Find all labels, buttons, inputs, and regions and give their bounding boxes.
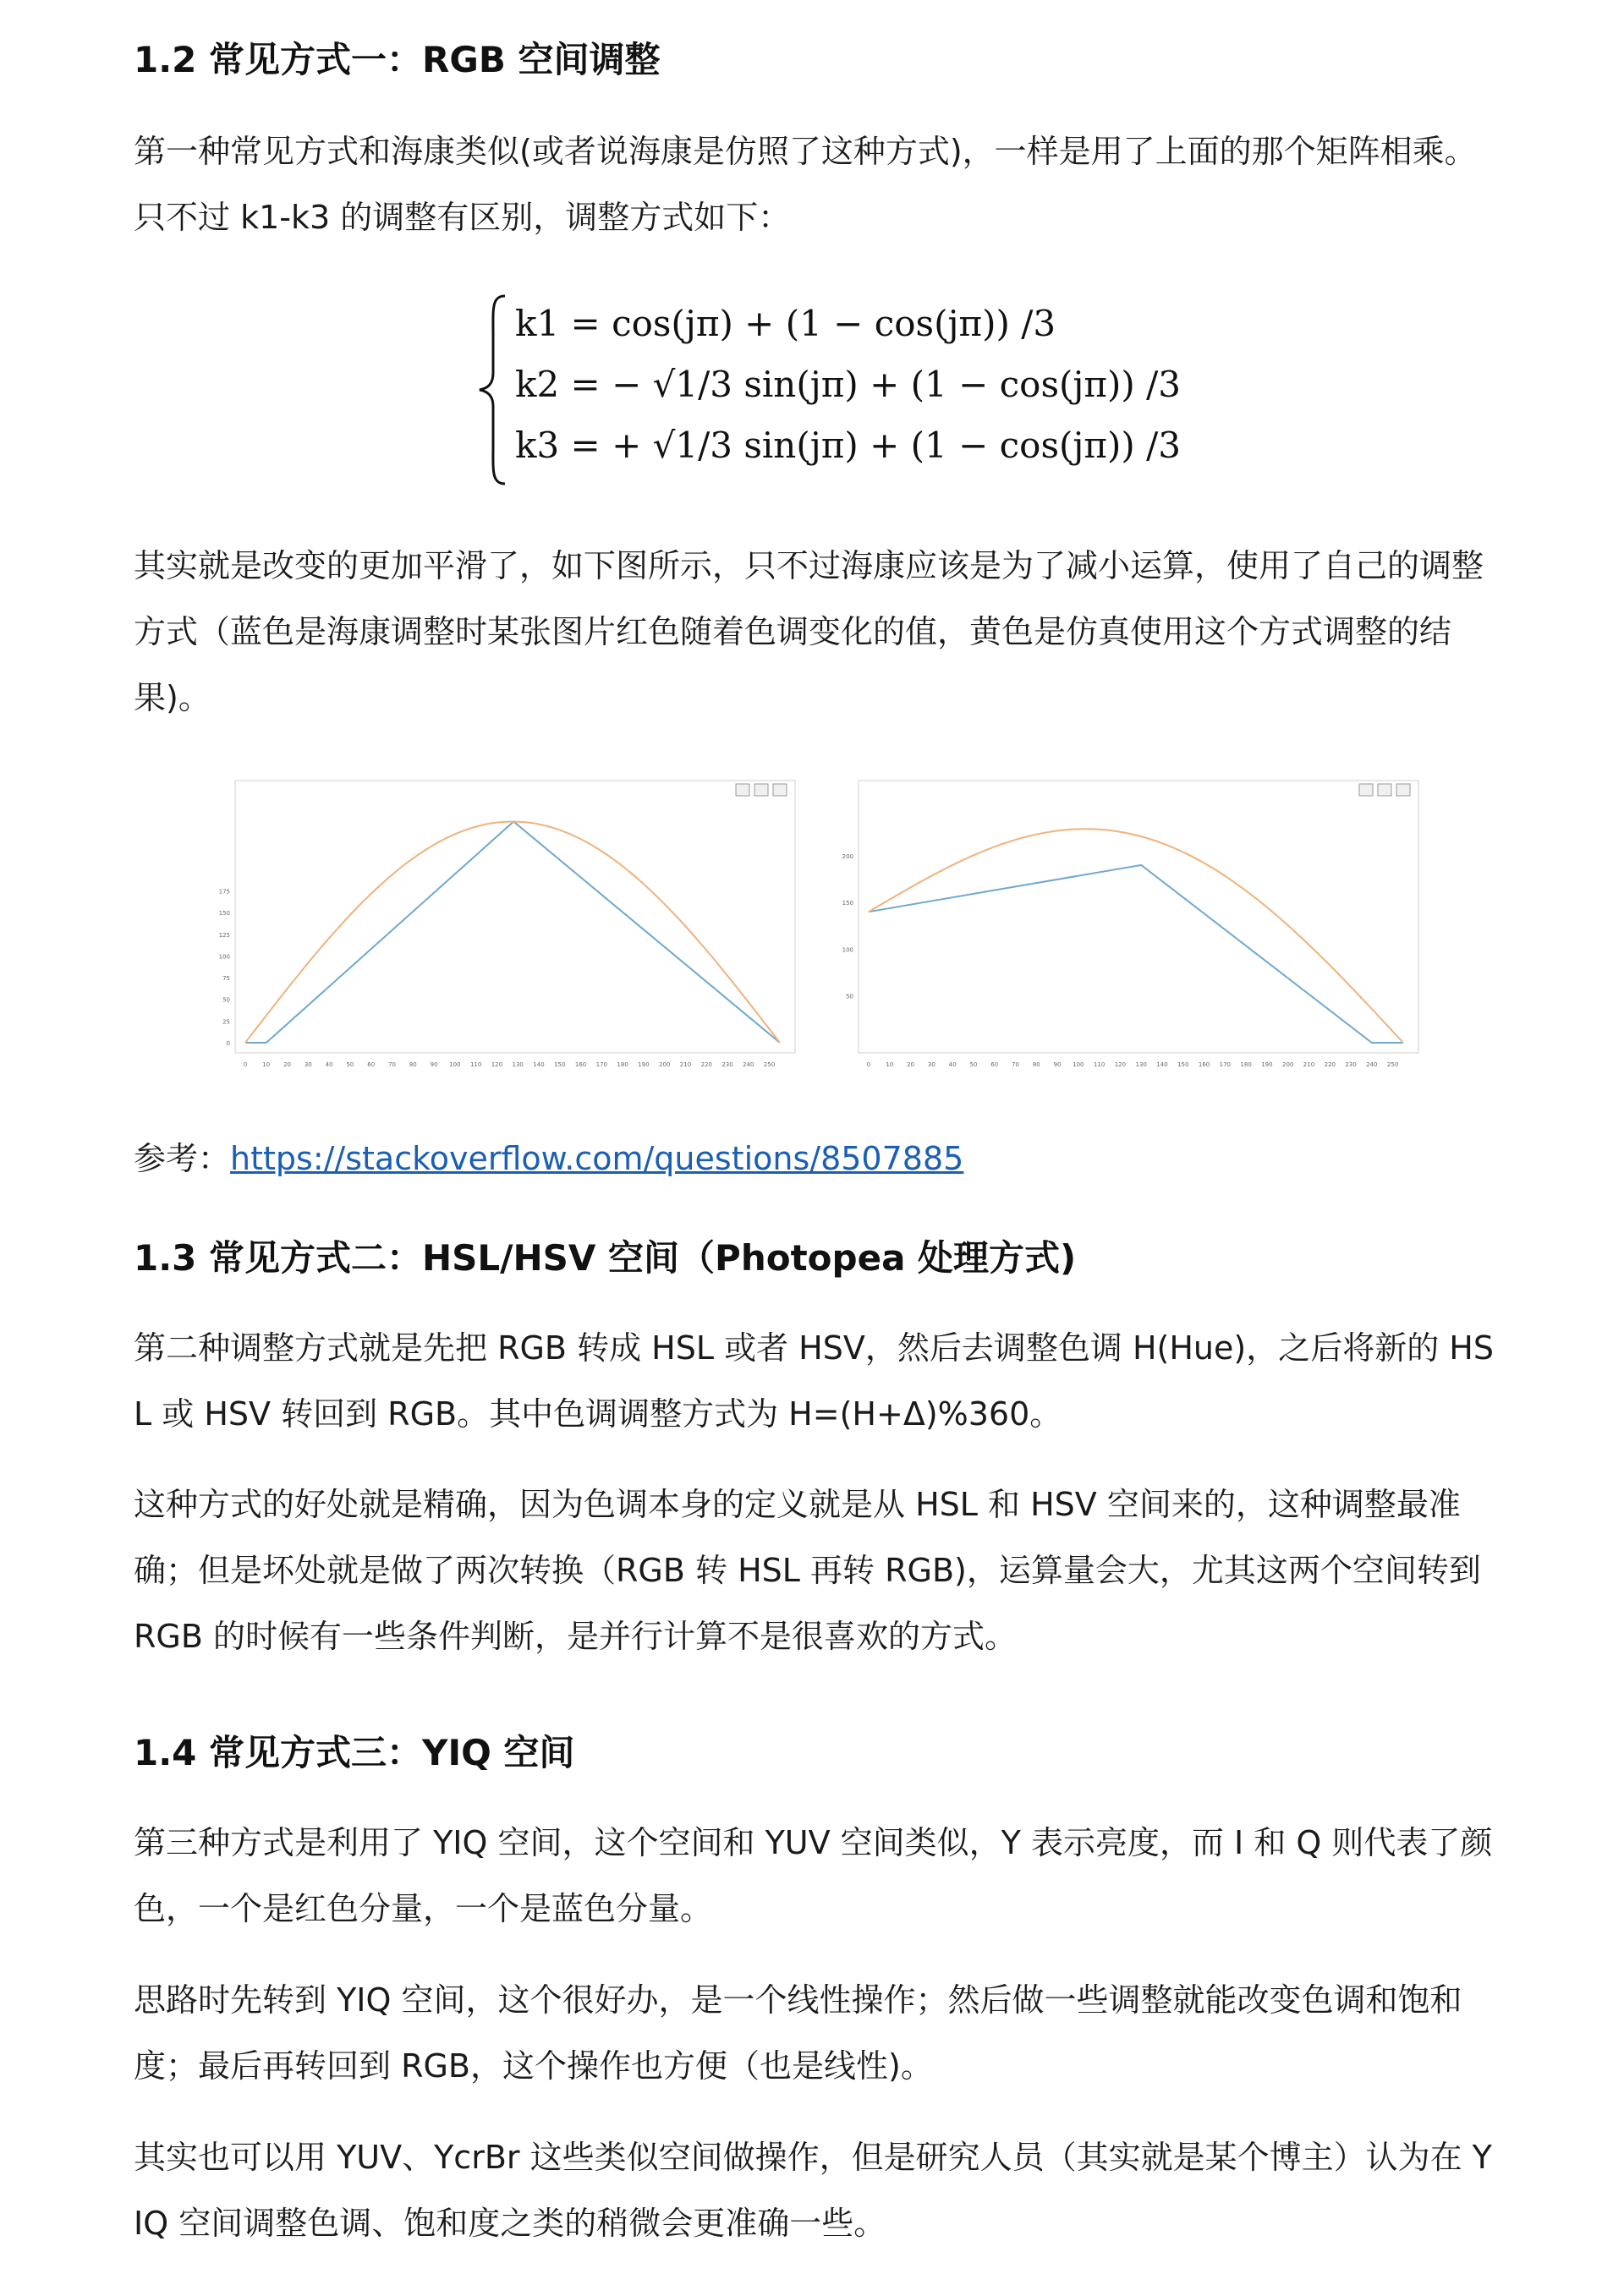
x-tick-label: 220	[700, 1061, 712, 1068]
reference-line	[134, 1126, 963, 1192]
x-tick-label: 100	[1073, 1061, 1084, 1068]
x-tick-label: 130	[1135, 1061, 1147, 1068]
paragraph-line: 度；最后再转回到 RGB，这个操作也方便（也是线性)。	[134, 2047, 933, 2085]
x-tick-label: 10	[886, 1061, 894, 1068]
x-tick-label: 170	[595, 1061, 608, 1068]
x-tick-label: 150	[1177, 1061, 1189, 1068]
x-tick-label: 100	[449, 1061, 461, 1068]
x-tick-label: 50	[969, 1061, 978, 1068]
x-tick-label: 160	[574, 1061, 587, 1068]
reference-link[interactable]: https://stackoverflow.com/questions/8507885	[230, 1140, 964, 1177]
paragraph-line: 只不过 k1-k3 的调整有区别，调整方式如下：	[134, 199, 791, 236]
paragraph-line: 其实也可以用 YUV、YcrBr 这些类似空间做操作，但是研究人员（其实就是某个博主）认为在 Y	[134, 2139, 1492, 2176]
x-tick-label: 200	[658, 1061, 671, 1068]
paragraph-line: 思路时先转到 YIQ 空间，这个很好办，是一个线性操作；然后做一些调整就能改变色调和饱和	[134, 1981, 1462, 2019]
hue-chart-right	[826, 765, 1435, 1078]
x-tick-label: 230	[721, 1061, 733, 1068]
x-tick-label: 210	[1303, 1061, 1315, 1068]
x-tick-label: 10	[262, 1061, 271, 1068]
x-tick-label: 0	[866, 1061, 871, 1068]
x-tick-label: 140	[1156, 1061, 1168, 1068]
y-tick-label: 125	[218, 931, 230, 939]
x-tick-label: 90	[1053, 1061, 1062, 1068]
home-icon	[1378, 784, 1391, 796]
x-tick-label: 190	[1261, 1061, 1273, 1068]
chart-background	[826, 765, 1435, 1078]
x-tick-label: 220	[1324, 1061, 1336, 1068]
x-tick-label: 130	[512, 1061, 524, 1068]
x-tick-label: 120	[491, 1061, 503, 1068]
x-tick-label: 240	[743, 1061, 754, 1068]
y-tick-label: 25	[222, 1018, 230, 1026]
x-tick-label: 200	[1282, 1061, 1294, 1068]
x-tick-label: 40	[325, 1061, 333, 1068]
x-tick-label: 50	[346, 1061, 354, 1068]
y-tick-label: 150	[842, 900, 854, 907]
x-tick-label: 60	[367, 1061, 376, 1068]
paragraph-line: 色，一个是红色分量，一个是蓝色分量。	[134, 1890, 713, 1927]
paragraph-line: 确；但是坏处就是做了两次转换（RGB 转 HSL 再转 RGB)，运算量会大，尤其这两个空间转到	[134, 1552, 1481, 1589]
formula-k3: k3 = + √1/3 sin(jπ) + (1 − cos(jπ)) /3	[515, 425, 1182, 466]
paragraph-line: 第三种方式是利用了 YIQ 空间，这个空间和 YUV 空间类似，Y 表示亮度，而 I 和 Q 则代表了颜	[134, 1824, 1493, 1861]
x-tick-label: 230	[1345, 1061, 1357, 1068]
paragraph-line: 第一种常见方式和海康类似(或者说海康是仿照了这种方式)，一样是用了上面的那个矩阵相乘。	[134, 133, 1477, 170]
x-tick-label: 20	[907, 1061, 915, 1068]
x-tick-label: 190	[638, 1061, 650, 1068]
y-tick-label: 200	[842, 852, 854, 860]
y-tick-label: 75	[222, 975, 230, 983]
x-tick-label: 60	[990, 1061, 999, 1068]
x-tick-label: 110	[469, 1061, 482, 1068]
paragraph-line: IQ 空间调整色调、饱和度之类的稍微会更准确一些。	[134, 2205, 886, 2242]
y-tick-label: 175	[218, 888, 230, 896]
x-tick-label: 150	[554, 1061, 566, 1068]
chart-background	[203, 765, 812, 1078]
x-tick-label: 0	[243, 1061, 248, 1068]
x-tick-label: 20	[283, 1061, 292, 1068]
paragraph-line: RGB 的时候有一些条件判断，是并行计算不是很喜欢的方式。	[134, 1618, 1018, 1655]
x-tick-label: 120	[1114, 1061, 1127, 1068]
x-tick-label: 70	[388, 1061, 396, 1068]
paragraph-line: 第二种调整方式就是先把 RGB 转成 HSL 或者 HSV，然后去调整色调 H(Hue)，之后将新的 HS	[134, 1329, 1494, 1367]
y-tick-label: 100	[842, 946, 854, 954]
y-tick-label: 50	[846, 993, 854, 1000]
formula-k2: k2 = − √1/3 sin(jπ) + (1 − cos(jπ)) /3	[515, 364, 1182, 405]
x-tick-label: 90	[430, 1061, 438, 1068]
x-tick-label: 30	[927, 1061, 935, 1068]
chart-figure	[203, 765, 1435, 1082]
hue-chart-left	[203, 765, 812, 1078]
x-tick-label: 250	[1387, 1061, 1399, 1068]
pan-icon	[773, 784, 787, 796]
y-tick-label: 0	[226, 1040, 230, 1047]
x-tick-label: 80	[409, 1061, 417, 1068]
pan-icon	[1396, 784, 1410, 796]
paragraph-line: 这种方式的好处就是精确，因为色调本身的定义就是从 HSL 和 HSV 空间来的，这种调整最准	[134, 1486, 1461, 1523]
x-tick-label: 70	[1012, 1061, 1020, 1068]
formula-block	[476, 286, 1237, 497]
paragraph-line: 果)。	[134, 679, 211, 716]
section-heading-1-3: 1.3 常见方式二：HSL/HSV 空间（Photopea 处理方式)	[134, 1237, 1077, 1279]
y-tick-label: 150	[218, 910, 230, 918]
x-tick-label: 250	[763, 1061, 776, 1068]
x-tick-label: 180	[617, 1061, 628, 1068]
save-icon	[736, 784, 749, 796]
left-brace-icon	[476, 293, 510, 487]
section-heading-1-2: 1.2 常见方式一：RGB 空间调整	[134, 39, 661, 80]
x-tick-label: 180	[1240, 1061, 1252, 1068]
x-tick-label: 170	[1219, 1061, 1232, 1068]
x-tick-label: 40	[948, 1061, 957, 1068]
paragraph-line: 其实就是改变的更加平滑了，如下图所示，只不过海康应该是为了减小运算，使用了自己的调整	[134, 547, 1484, 584]
y-tick-label: 100	[218, 953, 230, 961]
paragraph-line: 方式（蓝色是海康调整时某张图片红色随着色调变化的值，黄色是仿真使用这个方式调整的结	[134, 613, 1452, 650]
x-tick-label: 160	[1198, 1061, 1210, 1068]
x-tick-label: 140	[533, 1061, 545, 1068]
formula-k1: k1 = cos(jπ) + (1 − cos(jπ)) /3	[515, 303, 1056, 344]
home-icon	[754, 784, 768, 796]
x-tick-label: 80	[1032, 1061, 1040, 1068]
paragraph-line: L 或 HSV 转回到 RGB。其中色调调整方式为 H=(H+Δ)%360。	[134, 1395, 1062, 1433]
x-tick-label: 240	[1366, 1061, 1378, 1068]
x-tick-label: 110	[1094, 1061, 1106, 1068]
y-tick-label: 50	[222, 996, 230, 1004]
x-tick-label: 210	[679, 1061, 692, 1068]
reference-label: 参考：	[134, 1140, 231, 1177]
x-tick-label: 30	[304, 1061, 312, 1068]
save-icon	[1359, 784, 1373, 796]
section-heading-1-4: 1.4 常见方式三：YIQ 空间	[134, 1732, 575, 1773]
